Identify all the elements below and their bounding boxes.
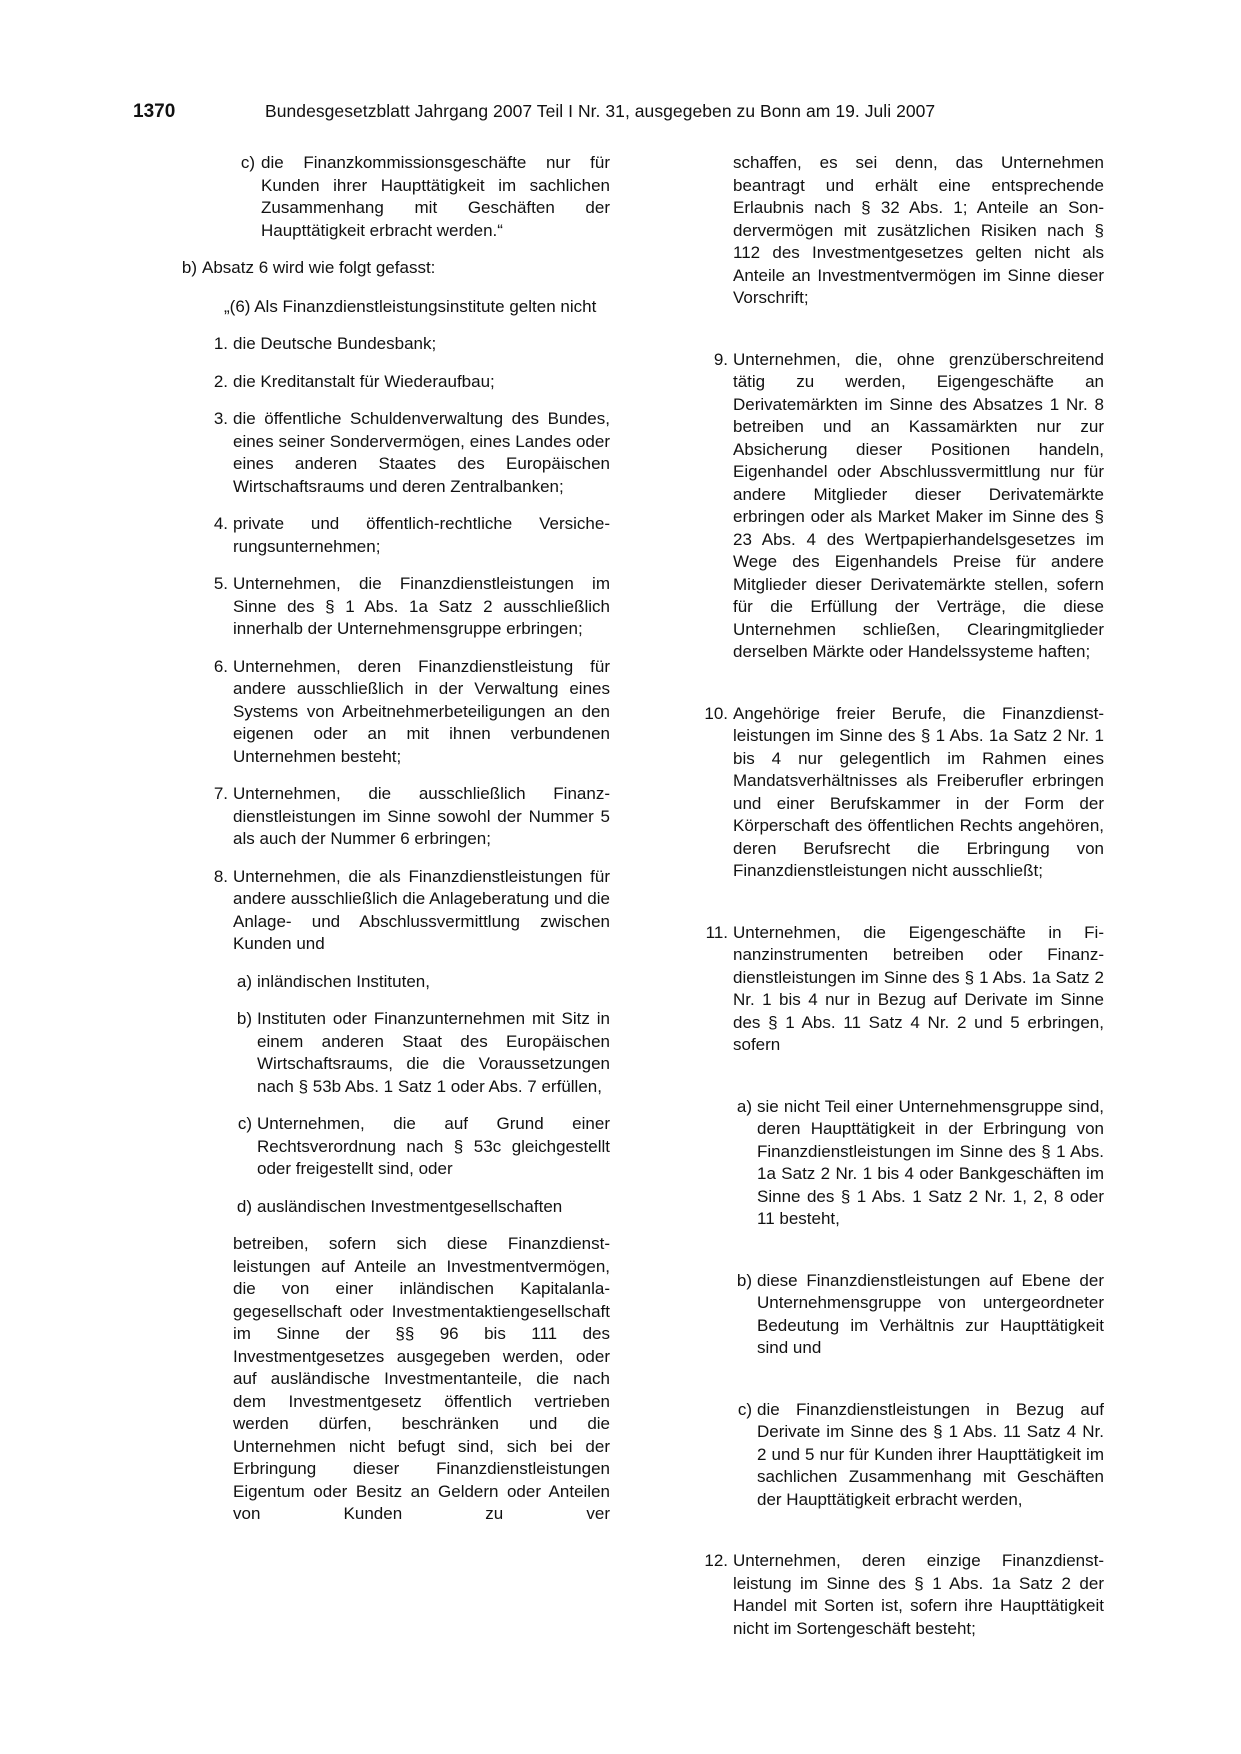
item-text: diese Finanzdienstleistungen auf Ebene der Unternehmensgruppe von untergeordneter Bedeutung im Verhältnis zur Haupttätigkeit sind und [757, 1270, 1104, 1357]
list-item [736, 1270, 1104, 1360]
item-label: 1. [213, 334, 228, 353]
item-label: 5. [213, 574, 228, 593]
list-item [705, 922, 1104, 1057]
item-text: Instituten oder Finanzunternehmen mit Sitz in einem anderen Staat des Europäischen Wirtschaftsraums, die die Voraussetzungen nach § 53b Abs. 1 Satz 1 oder Abs. 7 erfüllen, [257, 1009, 610, 1096]
item-text: die Kreditanstalt für Wiederaufbau; [233, 371, 495, 391]
item-text: Unternehmen, deren einzige Finanzdienstleistung im Sinne des § 1 Abs. 1a Satz 2 der Handel mit Sorten ist, sofern ihre Haupttätigkeit nicht im Sortengeschäft besteht; [733, 1551, 1104, 1638]
item-text: schaffen, es sei denn, das Unternehmen beantragt und erhält eine entsprechende Erlaubnis nach § 32 Abs. 1; Anteile an Sondervermögen mit zusätzlichen Risiken nach § 112 des Investmentgesetzes gelten nicht als Anteile an Investmentvermögen im Sinne dieser Vorschrift; [733, 153, 1104, 307]
item-text: private und öffentlich-rechtliche Versicherungsunternehmen; [233, 514, 610, 556]
list-item [213, 333, 610, 356]
item-label: 10. [704, 703, 728, 723]
item-text: die Finanzdienstleistungen in Bezug auf Derivate im Sinne des § 1 Abs. 11 Satz 4 Nr. 2 und 5 nur für Kunden ihrer Haupttätigkeit im sachlichen Zusammenhang mit Geschäften der Haupttätigkeit erbracht werden, [757, 1399, 1104, 1509]
left-column [178, 152, 610, 1526]
item-label: d) [236, 1196, 252, 1216]
running-head: Bundesgesetzblatt Jahrgang 2007 Teil I Nr. 31, ausgegeben zu Bonn am 19. Juli 2007 [265, 101, 936, 121]
list-item [213, 371, 610, 394]
continuation-paragraph [733, 152, 1104, 310]
list-item [236, 1008, 610, 1098]
item-text: Unternehmen, die Finanzdienstleistungen im Sinne des § 1 Abs. 1a Satz 2 ausschließlich innerhalb der Unternehmensgruppe erbringen; [233, 574, 610, 638]
list-item [704, 1550, 1104, 1640]
item-label: a) [236, 971, 252, 991]
list-item [713, 349, 1104, 664]
item-label: c) [240, 153, 255, 172]
item-text: betreiben, sofern sich diese Finanzdienstleistungen auf Anteile an Investmentvermögen, die von einer inländischen Kapitalanlagegesellschaft oder Investmentaktiengesellschaft im Sinne der §§ 96 bis 111 des Investmentgesetzes ausgegeben werden, oder auf ausländische Investmentanteile, die nach dem Investmentgesetz öffentlich vertrieben werden dürfen, beschränken und die Unternehmen nicht befugt sind, sich bei der Erbringung dieser Finanzdienstleistungen Eigentum oder Besitz an Geldern oder Anteilen von Kunden zu ver [233, 1234, 610, 1523]
item-label: 7. [213, 784, 228, 803]
item-label: b) [736, 1270, 752, 1290]
right-column [700, 152, 1104, 1640]
list-item [213, 656, 610, 769]
list-item [213, 866, 610, 956]
item-text: Angehörige freier Berufe, die Finanzdienstleistungen im Sinne des § 1 Abs. 1a Satz 2 Nr. 1 bis 4 nur gelegentlich im Rahmen eines Mandatsverhältnisses als Freiberufler erbringen und einer Berufskammer in der Form der Körperschaft des öffentlichen Rechts angehören, deren Berufsrecht die Erbringung von Finanzdienstleistungen nicht ausschließt; [733, 703, 1104, 880]
item-text: inländischen Instituten, [257, 971, 430, 991]
item-text: Unternehmen, die Eigengeschäfte in Finanzinstrumenten betreiben oder Finanzdienstleistungen im Sinne des § 1 Abs. 1a Satz 2 Nr. 1 bis 4 nur in Bezug auf Derivate im Sinne des § 1 Abs. 11 Satz 4 Nr. 2 und 5 erbringen, sofern [733, 922, 1104, 1054]
item-text: Unternehmen, deren Finanzdienstleistung für andere ausschließlich in der Verwaltung eines Systems von Arbeitnehmerbeteiligungen an den eigenen oder an mit ihnen verbundenen Unternehmen besteht; [233, 656, 610, 766]
list-item [236, 971, 610, 994]
item-label: 6. [213, 656, 228, 676]
item-label: 4. [213, 514, 228, 533]
item-label: b) [181, 258, 197, 277]
item-label: 12. [704, 1551, 728, 1570]
item-label: c) [737, 1399, 752, 1419]
list-item [213, 573, 610, 641]
page-number: 1370 [133, 101, 176, 122]
continuation-paragraph [233, 1233, 610, 1526]
item-text: die Finanzkommissionsgeschäfte nur für Kunden ihrer Haupttätigkeit im sachlichen Zusammenhang mit Geschäften der Haupttätigkeit erbracht werden.“ [261, 153, 610, 240]
list-item [213, 408, 610, 498]
item-label: c) [237, 1114, 252, 1133]
section-intro [202, 296, 610, 319]
item-text: die Deutsche Bundesbank; [233, 334, 437, 353]
item-label: 8. [213, 866, 228, 886]
item-text: Absatz 6 wird wie folgt gefasst: [202, 258, 436, 277]
item-label: b) [236, 1009, 252, 1028]
list-item [237, 1113, 610, 1181]
page-header [133, 101, 1033, 127]
item-text: Unternehmen, die als Finanzdienstleistungen für andere ausschließlich die Anlageberatung und die Anlage- und Abschlussvermittlung zwischen Kunden und [233, 866, 610, 953]
list-item [240, 152, 610, 242]
item-label: a) [736, 1096, 752, 1116]
item-text: Unternehmen, die, ohne grenzüberschreitend tätig zu werden, Eigengeschäfte an Derivatemärkten im Sinne des Absatzes 1 Nr. 8 betreiben und an Kassamärkten nur zur Absicherung dieser Positionen handeln, Eigenhandel oder Abschlussvermittlung nur für andere Mitglieder dieser Derivatemärkte erbringen oder als Market Maker im Sinne des § 23 Abs. 4 des Wertpapierhandelsgesetzes im Wege des Eigenhandels Preise für andere Mitglieder dieser Derivatemärkte stellen, sofern für die Erfüllung der Verträge, die diese Unternehmen schließen, Clearingmitglieder derselben Märkte oder Handelssysteme haften; [733, 349, 1104, 661]
item-text: Unternehmen, die ausschließlich Finanzdienstleistungen im Sinne sowohl der Nummer 5 als auch der Nummer 6 erbringen; [233, 784, 610, 848]
item-label: 11. [705, 922, 728, 942]
list-item [236, 1196, 610, 1219]
list-item [736, 1096, 1104, 1231]
item-label: 2. [213, 371, 228, 391]
item-text: „(6) Als Finanzdienstleistungsinstitute gelten nicht [224, 296, 597, 316]
item-text: sie nicht Teil einer Unternehmensgruppe sind, deren Haupttätigkeit in der Erbringung von Finanzdienstleistungen im Sinne des § 1 Abs. 1a Satz 2 Nr. 1 bis 4 oder Bankgeschäften im Sinne des § 1 Abs. 1 Satz 2 Nr. 1, 2, 8 oder 11 besteht, [757, 1096, 1104, 1228]
item-text: die öffentliche Schuldenverwaltung des Bundes, eines seiner Sondervermögen, eines Landes oder eines anderen Staates des Europäischen Wirtschaftsraums und deren Zentralbanken; [233, 409, 610, 496]
item-text: ausländischen Investmentgesellschaften [257, 1196, 563, 1216]
item-text: Unternehmen, die auf Grund einer Rechtsverordnung nach § 53c gleichgestellt oder freigestellt sind, oder [257, 1114, 610, 1178]
list-item [213, 783, 610, 851]
item-label: 9. [713, 349, 728, 369]
item-label: 3. [213, 409, 228, 428]
list-item [213, 513, 610, 558]
list-item [737, 1399, 1104, 1512]
list-item [704, 703, 1104, 883]
list-item [181, 257, 610, 280]
